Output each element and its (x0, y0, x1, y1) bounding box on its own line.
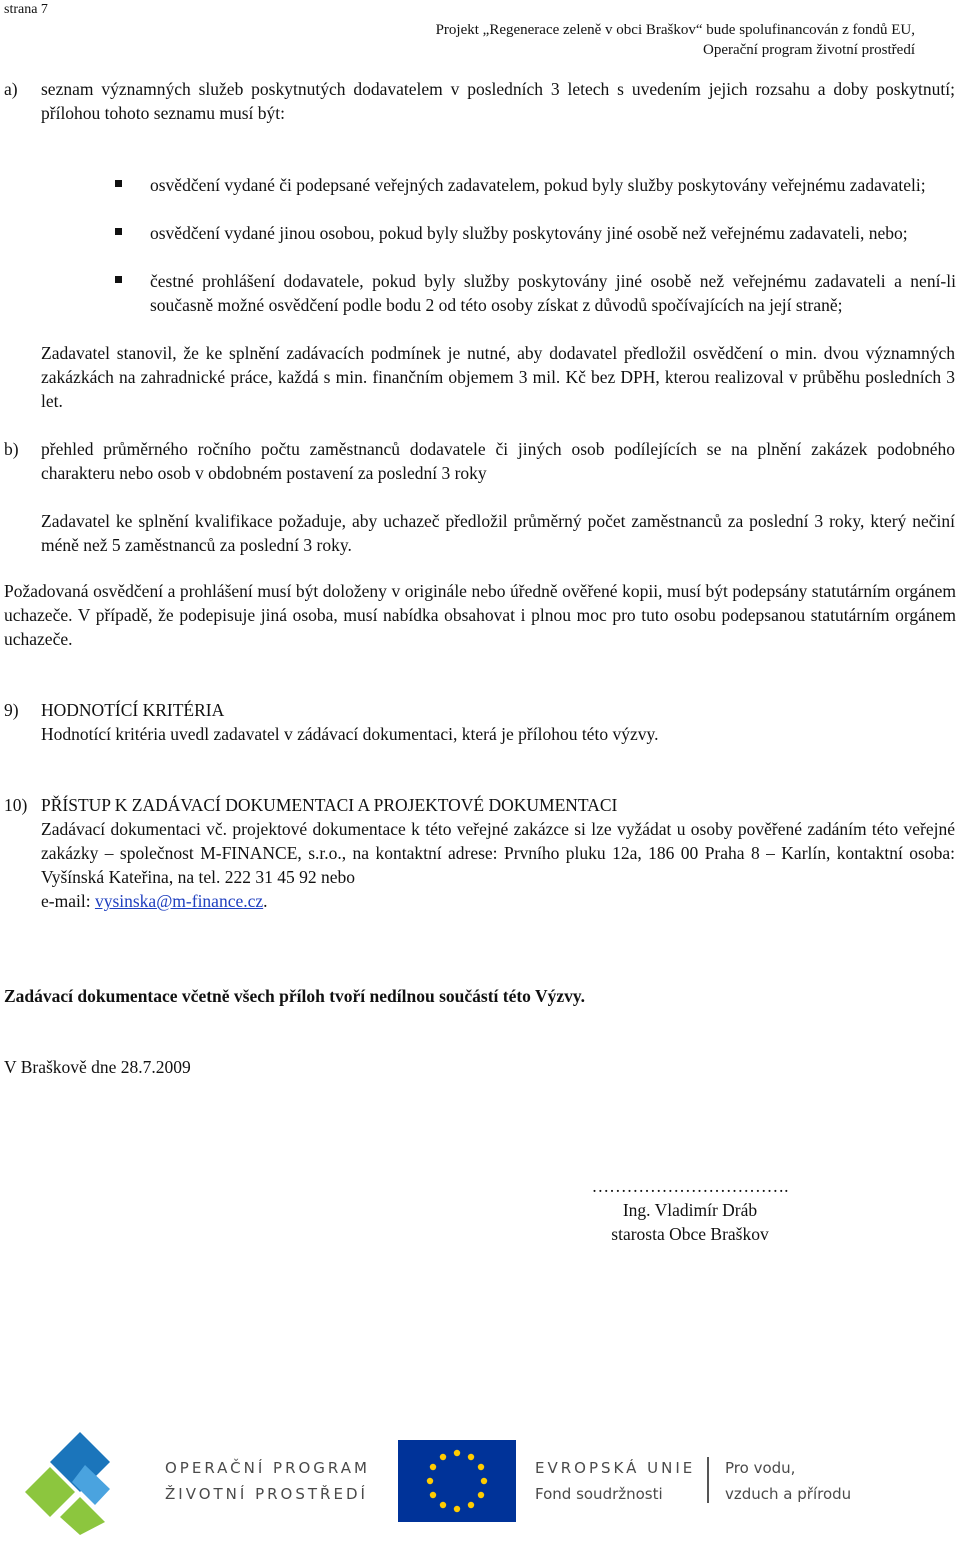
eu-logo-text (535, 1455, 695, 1507)
signature-block (540, 1174, 840, 1246)
section-b-marker: b) (4, 439, 19, 459)
section-b-text: přehled průměrného ročního počtu zaměstnanců dodavatele či jiných osob podílejících se na plnění zakázek podobného charakteru nebo osob v obdobném postavení za poslední 3 roky (41, 439, 955, 483)
bullet-icon (115, 180, 122, 187)
section-10-number: 10) (4, 795, 28, 815)
email-link[interactable]: vysinska@m-finance.cz (94, 891, 264, 911)
section-9-text: Hodnotící kritéria uvedl zadavatel v zádávací dokumentaci, která je přílohou této výzvy. (41, 724, 659, 744)
header-line-1: Projekt „Regenerace zeleně v obci Braškov“ bude spolufinancován z fondů EU, (435, 22, 915, 38)
eu-line-1: EVROPSKÁ UNIE (535, 1459, 696, 1477)
email-prefix: e-mail: (41, 891, 95, 911)
section-a-bullet-3: čestné prohlášení dodavatele, pokud byly služby poskytovány jiné osobě než veřejnému zadavateli a není-li současně možné osvědčení podle bodu 2 od této osoby získat z důvodů spočívajících na její straně; (150, 271, 956, 315)
signature-role: starosta Obce Braškov (611, 1224, 769, 1244)
bullet-icon (115, 228, 122, 235)
footer-divider (707, 1457, 709, 1503)
footer-logos (0, 1405, 960, 1567)
eu-line-2: Fond soudržnosti (535, 1485, 663, 1503)
op-line-2: ŽIVOTNÍ PROSTŘEDÍ (165, 1485, 368, 1503)
signature-line: ……………………………. (591, 1176, 789, 1196)
section-10-title: PŘÍSTUP K ZADÁVACÍ DOKUMENTACI A PROJEKTOVÉ DOKUMENTACI (41, 795, 618, 815)
slogan-text (725, 1455, 851, 1507)
section-9-title: HODNOTÍCÍ KRITÉRIA (41, 700, 225, 720)
certificates-note: Požadovaná osvědčení a prohlášení musí být doloženy v originále nebo úředně ověřené kopii, musí být podepsány statutárním orgánem uchazeče. V případě, že podepisuje jiná osoba, musí nabídka obsahovat i plnou moc pro tuto osobu podepsanou statutárním orgánem uchazeče. (4, 581, 956, 649)
op-zp-logo-icon (20, 1427, 140, 1537)
section-b-requirement: Zadavatel ke splnění kvalifikace požaduje, aby uchazeč předložil průměrný počet zaměstnanců za poslední 3 roky, který nečiní méně než 5 zaměstnanců za poslední 3 roky. (41, 511, 955, 555)
section-9-number: 9) (4, 700, 19, 720)
section-10-email-line (41, 889, 955, 913)
page-header (295, 20, 915, 60)
section-a-requirement: Zadavatel stanovil, že ke splnění zadávacích podmínek je nutné, aby dodavatel předložil osvědčení o min. dvou významných zakázkách na zahradnické práce, každá s min. finančním objemem 3 mil. Kč bez DPH, kterou realizoval v průběhu posledních 3 let. (41, 343, 955, 411)
page-number: strana 7 (4, 2, 48, 17)
place-date: V Braškově dne 28.7.2009 (4, 1057, 191, 1077)
slogan-line-2: vzduch a přírodu (725, 1485, 852, 1503)
section-10-text: Zadávací dokumentaci vč. projektové dokumentace k této veřejné zakázce si lze vyžádat u osoby pověřené zadáním této veřejné zakázky – společnost M-FINANCE, s.r.o., na kontaktní adrese: Prvního pluku 12a, 186 00 Praha 8 – Karlín, kontaktní osoba: Vyšínská Kateřina, na tel. 222 31 45 92 nebo (41, 819, 955, 887)
email-suffix: . (263, 891, 268, 911)
op-line-1: OPERAČNÍ PROGRAM (165, 1459, 370, 1477)
section-a-bullet-1: osvědčení vydané či podepsané veřejných zadavatelem, pokud byly služby poskytovány veřejnému zadavateli; (150, 175, 926, 195)
section-a-bullet-2: osvědčení vydané jinou osobou, pokud byly služby poskytovány jiné osobě než veřejnému zadavateli, nebo; (150, 223, 908, 243)
op-zp-logo-text (165, 1455, 370, 1507)
bullet-icon (115, 276, 122, 283)
signature-name: Ing. Vladimír Dráb (622, 1200, 758, 1220)
slogan-line-1: Pro vodu, (725, 1459, 796, 1477)
eu-flag-icon (398, 1440, 516, 1522)
closing-statement: Zadávací dokumentace včetně všech příloh tvoří nedílnou součástí této Výzvy. (4, 986, 586, 1006)
section-a-marker: a) (4, 79, 18, 99)
header-line-2: Operační program životní prostředí (702, 42, 915, 58)
section-a-text: seznam významných služeb poskytnutých dodavatelem v posledních 3 letech s uvedením jejich rozsahu a doby poskytnutí; přílohou tohoto seznamu musí být: (41, 79, 955, 123)
